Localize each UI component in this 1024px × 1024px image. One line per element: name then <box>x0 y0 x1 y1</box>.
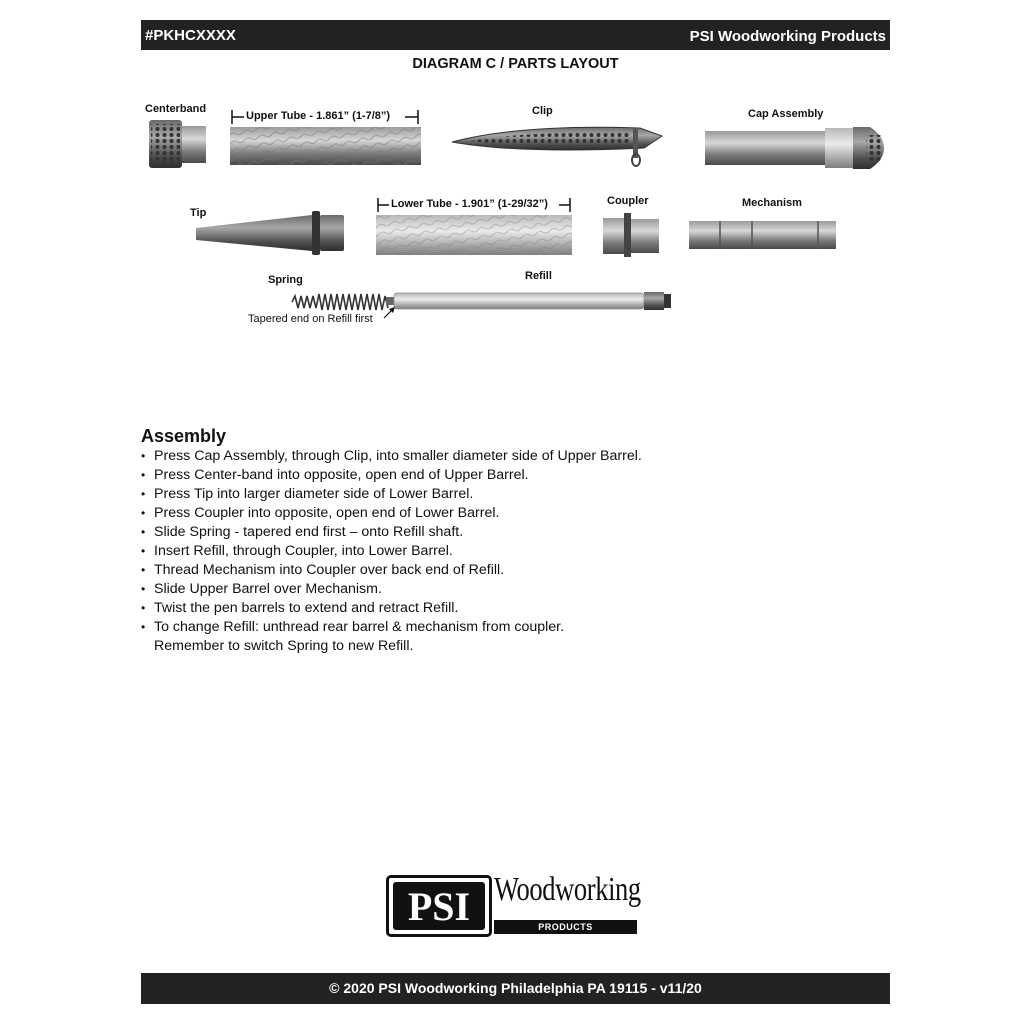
diagram-title: DIAGRAM C / PARTS LAYOUT <box>412 56 619 72</box>
label-lower-tube: Lower Tube - 1.901” (1-29/32”) <box>391 198 548 210</box>
assembly-steps-list <box>141 447 881 656</box>
upper-tube-bracket <box>232 110 418 124</box>
label-clip: Clip <box>532 105 553 117</box>
mechanism-part <box>689 221 836 249</box>
list-item <box>141 447 881 466</box>
list-item <box>141 618 881 656</box>
upper-tube-part <box>230 127 421 165</box>
step-text: Press Coupler into opposite, open end of Lower Barrel. <box>154 505 500 521</box>
lower-tube-part <box>376 215 572 255</box>
step-text: To change Refill: unthread rear barrel & mechanism from coupler. <box>154 619 565 635</box>
woodworking-logo-text: Woodworking <box>494 871 641 908</box>
label-tapered-note: Tapered end on Refill first <box>248 313 373 325</box>
label-tip: Tip <box>190 207 207 219</box>
coupler-part <box>603 213 659 257</box>
step-text: Press Center-band into opposite, open end of Upper Barrel. <box>154 467 529 483</box>
step-text: Slide Spring - tapered end first – onto Refill shaft. <box>154 524 464 540</box>
tapered-note-arrow <box>384 307 395 318</box>
label-upper-tube: Upper Tube - 1.861” (1-7/8”) <box>246 110 391 122</box>
label-spring: Spring <box>268 274 303 286</box>
step-text: Thread Mechanism into Coupler over back end of Refill. <box>154 562 505 578</box>
step-text: Press Cap Assembly, through Clip, into smaller diameter side of Upper Barrel. <box>154 448 642 464</box>
list-item <box>141 504 881 523</box>
brand-name: PSI Woodworking Products <box>689 28 886 45</box>
clip-part <box>452 127 662 166</box>
step-text: Insert Refill, through Coupler, into Lower Barrel. <box>154 543 453 559</box>
label-mechanism: Mechanism <box>742 197 802 209</box>
products-logo-text: PRODUCTS <box>494 920 637 934</box>
psi-logo <box>386 873 656 941</box>
assembly-heading: Assembly <box>141 426 227 446</box>
step-continuation: Remember to switch Spring to new Refill. <box>154 638 414 654</box>
step-text: Press Tip into larger diameter side of Lower Barrel. <box>154 486 474 502</box>
list-item <box>141 466 881 485</box>
list-item <box>141 580 881 599</box>
cap-assembly-part <box>705 127 884 169</box>
spring-part <box>292 294 388 310</box>
list-item <box>141 485 881 504</box>
centerband-part <box>149 120 206 168</box>
copyright-text: © 2020 PSI Woodworking Philadelphia PA 19115 - v11/20 <box>329 980 702 996</box>
label-coupler: Coupler <box>607 195 649 207</box>
list-item <box>141 561 881 580</box>
label-refill: Refill <box>525 270 552 282</box>
list-item <box>141 599 881 618</box>
list-item <box>141 542 881 561</box>
list-item <box>141 523 881 542</box>
step-text: Slide Upper Barrel over Mechanism. <box>154 581 382 597</box>
step-text: Twist the pen barrels to extend and retract Refill. <box>154 600 459 616</box>
label-centerband: Centerband <box>145 103 207 115</box>
psi-logo-text: PSI <box>393 882 485 930</box>
psi-logo-box <box>386 875 492 937</box>
refill-part <box>386 292 671 310</box>
label-cap-assembly: Cap Assembly <box>748 108 824 120</box>
tip-part <box>196 211 344 255</box>
part-number: #PKHCXXXX <box>145 27 236 44</box>
footer-bar <box>141 973 890 1004</box>
lower-tube-bracket <box>378 198 570 212</box>
parts-diagram <box>0 0 1024 400</box>
